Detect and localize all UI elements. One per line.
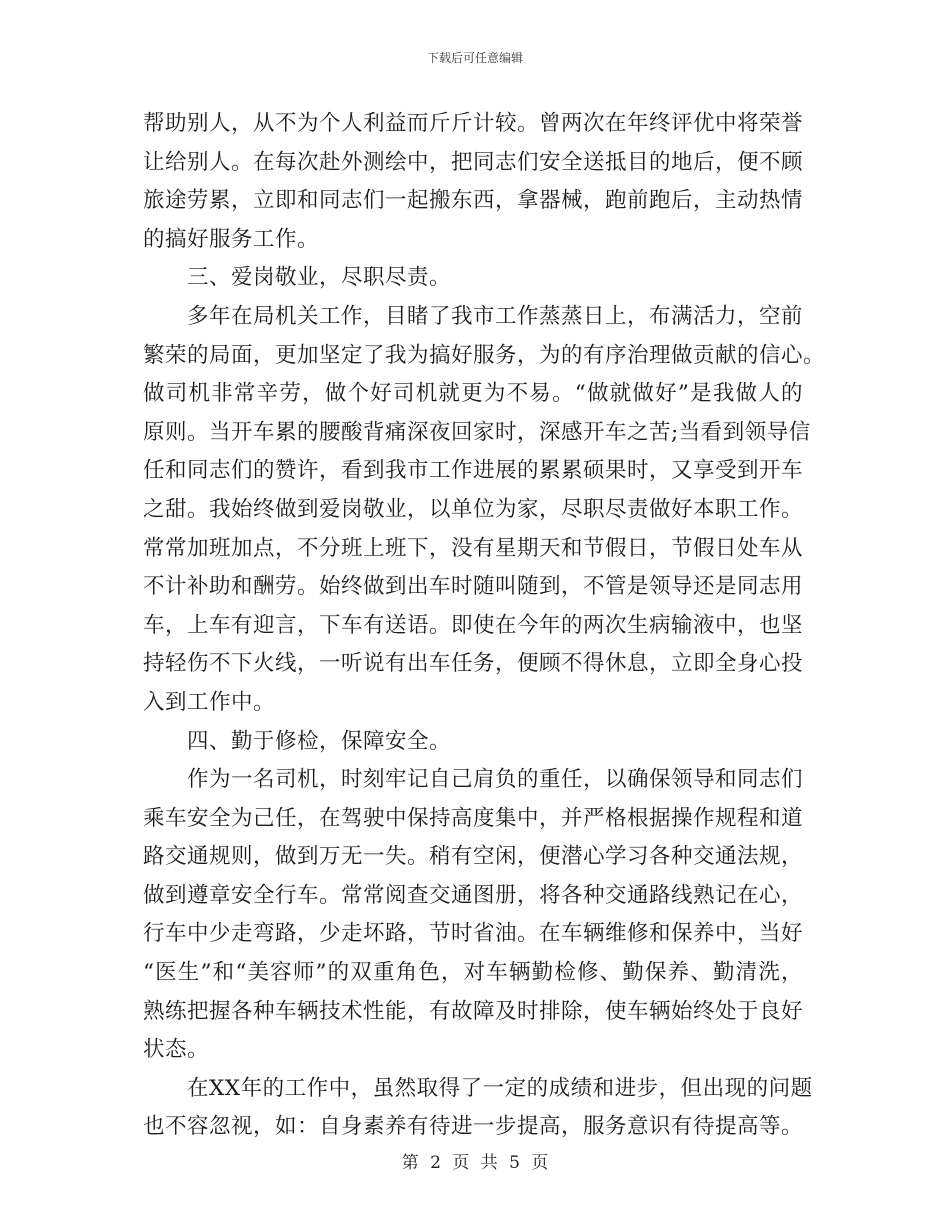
text-line: 持轻伤不下火线，一听说有出车任务，便顾不得休息，立即全身心投: [143, 651, 804, 677]
text-line: 之甜。我始终做到爱岗敬业，以单位为家，尽职尽责做好本职工作。: [143, 496, 804, 522]
text-line: 让给别人。在每次赴外测绘中，把同志们安全送抵目的地后，便不顾: [143, 149, 804, 175]
text-line: 做到遵章安全行车。常常阅查交通图册，将各种交通路线熟记在心，: [143, 882, 804, 908]
text-line: 做司机非常辛劳，做个好司机就更为不易。“做就做好”是我做人的: [143, 381, 803, 407]
page-header: 下载后可任意编辑: [426, 51, 523, 65]
document-body: [143, 105, 826, 1147]
text-line: 行车中少走弯路，少走坏路，节时省油。在车辆维修和保养中，当好: [143, 921, 804, 947]
text-line: 车，上车有迎言，下车有送语。即使在今年的两次生病输液中，也坚: [143, 612, 804, 638]
text-line: 熟练把握各种车辆技术性能，有故障及时排除，使车辆始终处于良好: [143, 998, 804, 1024]
text-line: 不计补助和酬劳。始终做到出车时随叫随到，不管是领导还是同志用: [143, 574, 804, 600]
text-line: 四、勤于修检，保障安全。: [187, 728, 452, 754]
text-line: 入到工作中。: [143, 689, 276, 715]
text-line: 的搞好服务工作。: [143, 226, 320, 252]
text-line: 繁荣的局面，更加坚定了我为搞好服务，为的有序治理做贡献的信心。: [143, 342, 826, 368]
text-line: 也不容忽视，如：自身素养有待进一步提高，服务意识有待提高等。: [143, 1114, 804, 1140]
text-line: 旅途劳累，立即和同志们一起搬东西，拿器械，跑前跑后，主动热情: [143, 188, 804, 214]
text-line: 常常加班加点，不分班上班下，没有星期天和节假日，节假日处车从: [143, 535, 804, 561]
text-line: “医生”和“美容师”的双重角色，对车辆勤检修、勤保养、勤清洗，: [143, 960, 803, 986]
page-number-footer: 第 2 页 共 5 页: [401, 1153, 549, 1173]
text-line: 三、爱岗敬业，尽职尽责。: [187, 265, 452, 291]
text-line: 乘车安全为己任，在驾驶中保持高度集中，并严格根据操作规程和道: [143, 805, 804, 831]
text-line: 任和同志们的赞许，看到我市工作进展的累累硕果时，又享受到开车: [143, 458, 804, 484]
text-line: 多年在局机关工作，目睹了我市工作蒸蒸日上，布满活力，空前: [187, 303, 804, 329]
text-line: 在XX年的工作中，虽然取得了一定的成绩和进步，但出现的问题: [187, 1075, 813, 1101]
text-line: 作为一名司机，时刻牢记自己肩负的重任，以确保领导和同志们: [187, 767, 804, 793]
text-line: 帮助别人，从不为个人利益而斤斤计较。曾两次在年终评优中将荣誉: [143, 111, 804, 136]
text-line: 状态。: [143, 1037, 210, 1063]
text-line: 原则。当开车累的腰酸背痛深夜回家时，深感开车之苦;当看到领导信: [143, 419, 811, 445]
text-line: 路交通规则，做到万无一失。稍有空闲，便潜心学习各种交通法规，: [143, 844, 804, 870]
